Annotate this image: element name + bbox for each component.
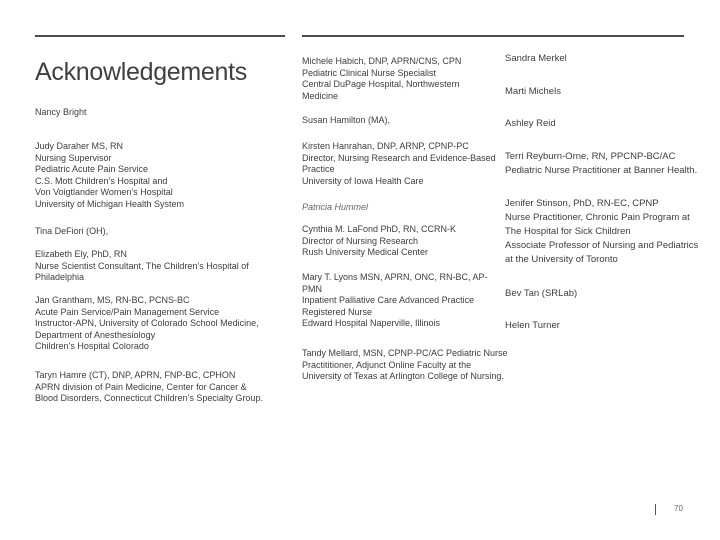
ack-entry xyxy=(302,272,488,330)
header-rule-right xyxy=(302,35,684,37)
ack-line: Elizabeth Ely, PhD, RN xyxy=(35,249,127,259)
ack-line: Acute Pain Service/Pain Management Service xyxy=(35,306,220,317)
ack-line: Pediatric Clinical Nurse Specialist xyxy=(302,67,437,78)
ack-entry xyxy=(35,249,249,284)
ack-line: Inpatient Palliative Care Advanced Practice xyxy=(302,295,475,305)
ack-line: Children’s Hospital Colorado xyxy=(35,341,149,351)
ack-line: University of Michigan Health System xyxy=(35,198,185,209)
page-number: 70 xyxy=(674,504,683,513)
ack-line: Blood Disorders, Connecticut Children’s Specialty Group. xyxy=(35,393,263,403)
ack-line: Jenifer Stinson, PhD, RN-EC, CPNP xyxy=(505,198,659,209)
ack-line: Terri Reyburn-Orne, RN, PPCNP-BC/AC xyxy=(505,151,676,162)
ack-entry xyxy=(35,226,108,238)
ack-line: Kirsten Hanrahan, DNP, ARNP, CPNP-PC xyxy=(302,141,469,151)
ack-entry xyxy=(35,107,87,119)
ack-line: Department of Anesthesiology xyxy=(35,329,156,340)
page-title: Acknowledgements xyxy=(35,58,247,86)
ack-entry xyxy=(505,117,556,131)
ack-line: Von Voigtlander Women’s Hospital xyxy=(35,187,173,197)
ack-line: Michele Habich, DNP, APRN/CNS, CPN xyxy=(302,56,462,66)
ack-line: APRN division of Pain Medicine, Center for Cancer & xyxy=(35,381,247,392)
ack-line: at the University of Toronto xyxy=(505,254,618,265)
footer-divider xyxy=(655,504,656,515)
ack-line: Philadelphia xyxy=(35,272,85,282)
ack-entry xyxy=(505,197,698,267)
ack-entry xyxy=(35,295,259,353)
ack-entry xyxy=(302,348,508,383)
ack-line: Patricia Hummel xyxy=(302,202,369,212)
ack-entry xyxy=(505,319,560,333)
ack-line: Jan Grantham, MS, RN-BC, PCNS-BC xyxy=(35,295,190,305)
ack-line: Director of Nursing Research xyxy=(302,235,419,246)
ack-line: Central DuPage Hospital, Northwestern xyxy=(302,79,460,89)
ack-line: Director, Nursing Research and Evidence-Based xyxy=(302,152,496,163)
ack-entry xyxy=(505,150,697,178)
ack-line: Nurse Practitioner, Chronic Pain Program at xyxy=(505,212,690,223)
ack-line: Ashley Reid xyxy=(505,118,556,129)
ack-entry xyxy=(302,115,390,127)
ack-entry xyxy=(505,52,567,66)
ack-line: Practice xyxy=(302,164,335,174)
ack-entry xyxy=(302,141,496,187)
ack-line: PMN xyxy=(302,283,322,294)
ack-line: Mary T. Lyons MSN, APRN, ONC, RN-BC, AP- xyxy=(302,272,488,282)
ack-line: Nancy Bright xyxy=(35,107,87,117)
ack-line: Helen Turner xyxy=(505,320,560,331)
ack-line: Instructor-APN, University of Colorado School Medicine, xyxy=(35,318,259,328)
ack-entry xyxy=(35,370,263,405)
ack-entry xyxy=(35,141,184,210)
ack-line: Judy Daraher MS, RN xyxy=(35,141,124,151)
ack-line: Medicine xyxy=(302,90,339,101)
ack-line: Nursing Supervisor xyxy=(35,152,112,163)
ack-line: Taryn Hamre (CT), DNP, APRN, FNP-BC, CPHON xyxy=(35,370,236,380)
ack-entry xyxy=(505,287,577,301)
ack-line: C.S. Mott Children’s Hospital and xyxy=(35,175,168,186)
ack-line: Associate Professor of Nursing and Pediatrics xyxy=(505,240,699,251)
ack-entry xyxy=(302,224,456,259)
ack-line: Rush University Medical Center xyxy=(302,247,429,257)
ack-line: Marti Michels xyxy=(505,86,561,97)
ack-line: Tandy Mellard, MSN, CPNP-PC/AC Pediatric Nurse Practititioner, Adjunct Online Faculty at the University of Texas at Arlington College of Nursing. xyxy=(302,348,508,381)
header-rule-left xyxy=(35,35,285,37)
ack-line: Pediatric Acute Pain Service xyxy=(35,164,149,174)
ack-line: Nurse Scientist Consultant, The Children’s Hospital of xyxy=(35,260,249,271)
ack-entry xyxy=(302,202,368,214)
ack-line: Registered Nurse xyxy=(302,306,373,317)
ack-line: Sandra Merkel xyxy=(505,53,567,64)
ack-line: The Hospital for Sick Children xyxy=(505,226,631,237)
ack-line: Tina DeFiori (OH), xyxy=(35,226,109,236)
ack-entry xyxy=(302,56,461,102)
ack-line: Pediatric Nurse Practitioner at Banner Health. xyxy=(505,165,698,176)
ack-line: Bev Tan (SRLab) xyxy=(505,288,578,299)
ack-line: Cynthia M. LaFond PhD, RN, CCRN-K xyxy=(302,224,457,234)
ack-line: University of Iowa Health Care xyxy=(302,175,424,186)
ack-line: Susan Hamilton (MA), xyxy=(302,115,391,125)
ack-line: Edward Hospital Naperville, Illinois xyxy=(302,318,441,328)
ack-entry xyxy=(505,85,561,99)
